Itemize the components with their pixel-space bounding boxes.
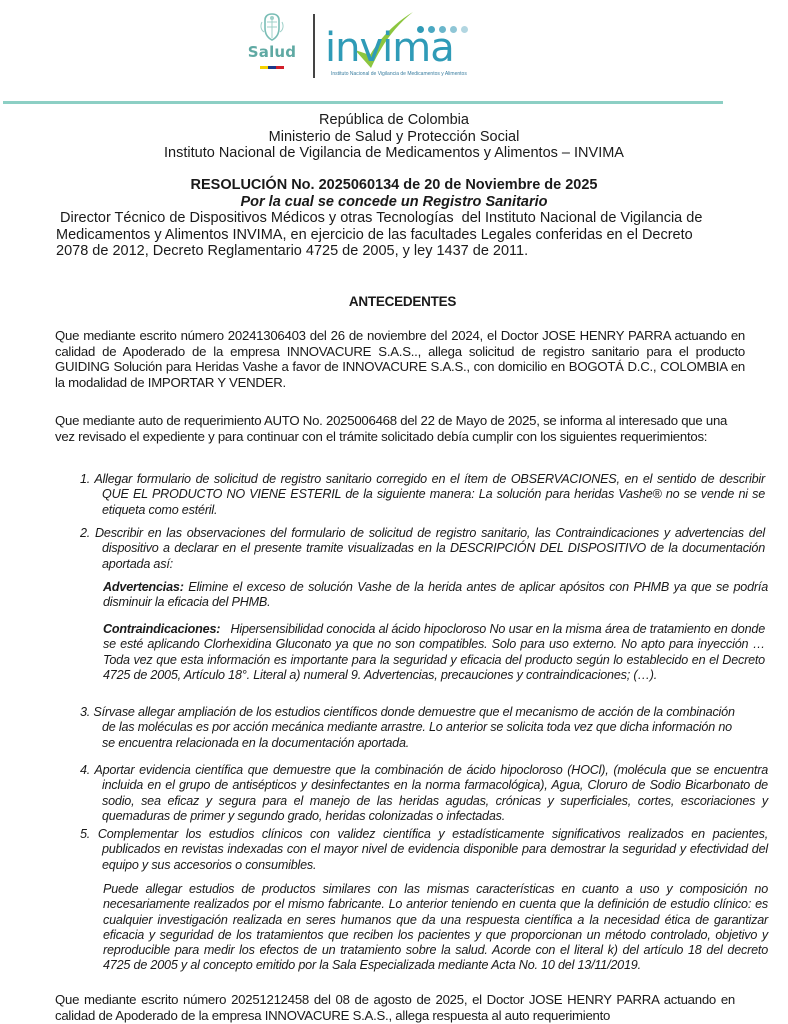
flag-yellow	[260, 66, 268, 69]
requirement-number: 3.	[80, 705, 91, 719]
requirement-text: Sírvase allegar ampliación de los estudios científicos donde demuestre que el mecanismo de acción de la combinación de las moléculas es por acción mecánica mediante arrastre. Lo anterior se solicita toda vez que dicha información no se encuentra relacionada en la documentación aportada.	[93, 705, 735, 750]
colombia-shield-icon	[259, 12, 285, 42]
requirement-number: 2.	[80, 526, 91, 540]
institution-heading	[0, 112, 788, 162]
heading-line-3: Instituto Nacional de Vigilancia de Medicamentos y Alimentos – INVIMA	[164, 145, 624, 161]
contraindicaciones-block	[103, 622, 769, 683]
requirement-text: Allegar formulario de solicitud de registro sanitario corregido en el ítem de OBSERVACIONES, en el sentido de describir QUE EL PRODUCTO NO VIENE ESTERIL de la siguiente manera: La solución para heridas Vashe® no se vende ni se etiqueta como estéril.	[94, 472, 765, 517]
antecedentes-paragraph-2: Que mediante auto de requerimiento AUTO No. 2025006468 del 22 de Mayo de 2025, se informa al interesado que una vez revisado el expediente y para continuar con el trámite solicitado debía cumplir con los siguientes requerimientos:	[55, 413, 728, 444]
contraindicaciones-label: Contraindicaciones:	[103, 622, 221, 636]
resolution-title: RESOLUCIÓN No. 2025060134 de 20 de Noviembre de 2025	[190, 177, 598, 193]
heading-line-1: República de Colombia	[319, 112, 469, 128]
flag-blue	[268, 66, 276, 69]
requirement-item-4	[80, 763, 768, 824]
requirement-text: Describir en las observaciones del formulario de solicitud de registro sanitario, las Contraindicaciones y advertencias del dispositivo a declarar en el presente tramite visualizadas en la DESCRIPCIÓN DEL DISPOSITIVO de la documentación aportada así:	[95, 526, 765, 571]
requirement-number: 1.	[80, 472, 91, 486]
header-rule	[3, 101, 723, 104]
invima-logo	[325, 10, 475, 80]
intro-paragraph	[56, 210, 756, 260]
requirement-item-5	[80, 827, 768, 873]
requirement-item-2	[80, 526, 765, 572]
invima-subtitle: Instituto Nacional de Vigilancia de Medicamentos y Alimentos	[331, 71, 467, 77]
requirement-item-3	[80, 705, 745, 751]
antecedentes-paragraph-3: Que mediante escrito número 20251212458 del 08 de agosto de 2025, el Doctor JOSE HENRY PARRA actuando en calidad de Apoderado de la empresa INNOVACURE S.A.S., allega respuesta al auto requerimiento	[55, 992, 735, 1023]
advertencias-text: Elimine el exceso de solución Vashe de la herida antes de aplicar apósitos con PHMB ya que se podría disminuir la eficacia del PHMB.	[103, 580, 768, 610]
heading-line-2: Ministerio de Salud y Protección Social	[268, 128, 520, 145]
dot	[461, 26, 468, 33]
advertencias-block	[103, 580, 768, 611]
requirement-number: 4.	[80, 763, 91, 777]
resolution-subtitle: Por la cual se concede un Registro Sanitario	[240, 193, 548, 210]
intro-line-3: 2078 de 2012, Decreto Reglamentario 4725 de 2005, y ley 1437 de 2011.	[56, 243, 529, 259]
intro-line-1: Director Técnico de Dispositivos Médicos y otras Tecnologías del Instituto Nacional de Vigilancia de	[56, 210, 703, 226]
salud-logo-text: Salud	[247, 43, 297, 61]
letterhead	[0, 0, 788, 92]
requirement-5-extra: Puede allegar estudios de productos similares con las mismas características en cuanto a uso y composición no necesariamente realizados por el mismo fabricante. Lo anterior teniendo en cuenta que la definición de estudio clínico: es cualquier investigación realizada en seres humanos que da una respuesta científica a la necesidad ética de garantizar eficacia y seguridad de los tratamientos que reciben los pacientes y que proporcionan un método controlado, objetivo y reproducible para medir los efectos de un tratamiento sobre la salud. Acorde con el literal k) del artículo 18 del decreto 4725 de 2005 y al concepto emitido por la Sala Especializada mediante Acta No. 10 del 13/11/2019.	[103, 882, 768, 973]
requirement-text: Aportar evidencia científica que demuestre que la combinación de ácido hipocloroso (HOCl), (molécula que se encuentra incluida en el grupo de antisépticos y desinfectantes en la norma farmacológica), Agua, Cloruro de Sodio Bicarbonato de sodio, sea eficaz y segura para el manejo de las heridas agudas, crónicas y superficiales, cortes, escoriaciones y quemaduras de primer y segundo grado, heridas colonizadas o infectadas.	[94, 763, 768, 823]
logo-divider	[313, 14, 315, 78]
advertencias-label: Advertencias:	[103, 580, 184, 594]
requirement-number: 5.	[80, 827, 91, 841]
contraindicaciones-text: Hipersensibilidad conocida al ácido hipocloroso No usar en la misma área de tratamiento en donde se esté aplicando Clorhexidina Gluconato ya que no son compatibles. Solo para uso externo. No apto para inyección … Toda vez que esta información es importante para la seguridad y eficacia del producto según lo establecido en el Decreto 4725 de 2005, Artículo 18°. Literal a) numeral 9. Advertencias, precauciones y contraindicaciones; (…).	[103, 622, 769, 682]
resolution-heading	[0, 177, 788, 210]
colombia-flag-stripe	[260, 66, 284, 69]
section-title: ANTECEDENTES	[348, 294, 457, 309]
salud-logo	[246, 12, 298, 78]
intro-line-2: Medicamentos y Alimentos INVIMA, en ejercicio de las facultades Legales conferidas en el Decreto	[56, 226, 693, 243]
requirement-item-1	[80, 472, 765, 518]
antecedentes-paragraph-1: Que mediante escrito número 20241306403 del 26 de noviembre del 2024, el Doctor JOSE HENRY PARRA actuando en calidad de Apoderado de la empresa INNOVACURE S.A.S.., allega solicitud de registro sanitario para el producto GUIDING Solución para Heridas Vashe a favor de INNOVACURE S.A.S., con domicilio en BOGOTÁ D.C., COLOMBIA en la modalidad de IMPORTAR Y VENDER.	[55, 328, 745, 390]
flag-red	[276, 66, 284, 69]
invima-wordmark: invima	[325, 25, 454, 71]
requirement-text: Complementar los estudios clínicos con validez científica y estadísticamente significativos realizados en pacientes, publicados en revistas indexadas con el mayor nivel de evidencia disponible para demostrar la seguridad y efectividad del equipo y sus accesorios o consumibles.	[97, 827, 768, 872]
